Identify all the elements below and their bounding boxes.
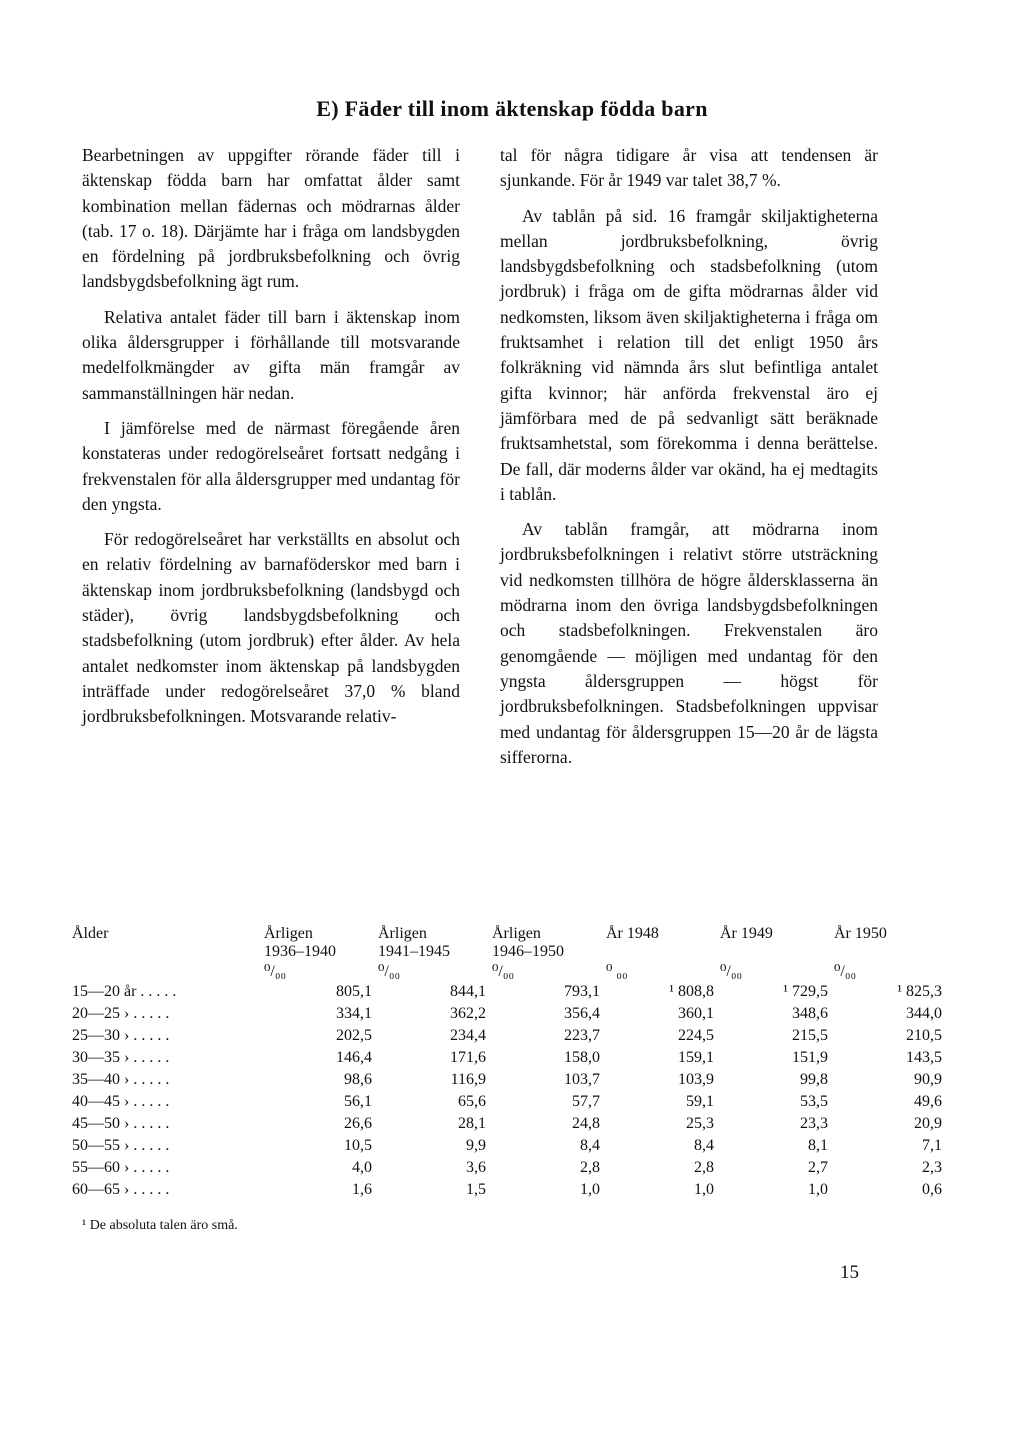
section-heading: E) Fäder till inom äktenskap födda barn	[316, 96, 708, 121]
age-frequency-table	[72, 925, 948, 1203]
column-header: Årligen 1946–1950	[492, 925, 564, 960]
age-group-cell: 40—45 › . . . . .	[72, 1093, 170, 1110]
value-cell: 3,6	[466, 1159, 486, 1176]
value-cell: 8,4	[580, 1137, 600, 1154]
value-cell: 8,1	[808, 1137, 828, 1154]
value-cell: 4,0	[352, 1159, 372, 1176]
right-column	[500, 143, 878, 780]
value-cell: 90,9	[914, 1071, 942, 1088]
value-cell: 1,0	[694, 1181, 714, 1198]
value-cell: 360,1	[678, 1005, 714, 1022]
value-cell: ¹ 825,3	[897, 983, 942, 1000]
table-row	[72, 983, 948, 1005]
value-cell: 26,6	[344, 1115, 372, 1132]
value-cell: 146,4	[336, 1049, 372, 1066]
value-cell: 103,7	[564, 1071, 600, 1088]
age-group-cell: 55—60 › . . . . .	[72, 1159, 170, 1176]
value-cell: 210,5	[906, 1027, 942, 1044]
table-row	[72, 1005, 948, 1027]
value-cell: 143,5	[906, 1049, 942, 1066]
value-cell: 116,9	[450, 1071, 486, 1088]
paragraph: För redogörelseåret har verkställts en absolut och en relativ fördelning av barnaföderskor med barn i äktenskap inom jordbruksbefolkning (landsbygd och städer), övrig landsbygdsbefolkning och stadsbefolkning (utom jordbruk) efter ålder. Av hela antalet nedkomster inom äktenskap på landsbygden inträffade under redogörelseåret 37,0 % bland jordbruksbefolkningen. Motsvarande relativ-	[82, 529, 460, 727]
age-group-cell: 45—50 › . . . . .	[72, 1115, 170, 1132]
value-cell: 98,6	[344, 1071, 372, 1088]
unit-cell: ⁰/₀₀	[264, 963, 287, 980]
value-cell: 151,9	[792, 1049, 828, 1066]
column-header: Årligen 1936–1940	[264, 925, 336, 960]
column-header: Årligen 1941–1945	[378, 925, 450, 960]
value-cell: 56,1	[344, 1093, 372, 1110]
value-cell: 362,2	[450, 1005, 486, 1022]
value-cell: 215,5	[792, 1027, 828, 1044]
value-cell: 223,7	[564, 1027, 600, 1044]
paragraph: Relativa antalet fäder till barn i äktenskap inom olika åldersgrupper i förhållande till motsvarande medelfolkmängder av gifta män framgår av sammanställningen här nedan.	[82, 306, 460, 403]
value-cell: 1,0	[580, 1181, 600, 1198]
value-cell: 348,6	[792, 1005, 828, 1022]
value-cell: 25,3	[686, 1115, 714, 1132]
table-row	[72, 1093, 948, 1115]
value-cell: 65,6	[458, 1093, 486, 1110]
value-cell: 23,3	[800, 1115, 828, 1132]
column-header: År 1950	[834, 925, 887, 942]
unit-cell	[72, 961, 264, 983]
value-cell: 159,1	[678, 1049, 714, 1066]
paragraph: Av tablån framgår, att mödrarna inom jordbruksbefolkningen i relativt större utsträckning vid nedkomsten tillhöra de högre åldersklasserna än mödrarna inom den övriga landsbygdsbefolkningen och stadsbefolkningen. Frekvenstalen äro genomgående — möjligen med undantag för den yngsta åldersgruppen — högst för jordbruksbefolkningen. Stadsbefolkningen uppvisar med undantag för åldersgruppen 15—20 år de lägsta sifferorna.	[500, 519, 878, 767]
table-row	[72, 1027, 948, 1049]
column-header: År 1949	[720, 925, 773, 942]
paragraph: tal för några tidigare år visa att tendensen är sjunkande. För år 1949 var talet 38,7 %.	[500, 145, 878, 191]
unit-cell: ⁰/₀₀	[720, 963, 743, 980]
table-row	[72, 1049, 948, 1071]
column-header: Ålder	[72, 925, 109, 942]
page-number: 15	[840, 1262, 859, 1283]
value-cell: 1,0	[808, 1181, 828, 1198]
unit-row	[72, 961, 948, 983]
table-row	[72, 1159, 948, 1181]
value-cell: 59,1	[686, 1093, 714, 1110]
value-cell: 202,5	[336, 1027, 372, 1044]
value-cell: 1,6	[352, 1181, 372, 1198]
age-group-cell: 50—55 › . . . . .	[72, 1137, 170, 1154]
paragraph: Bearbetningen av uppgifter rörande fäder till i äktenskap födda barn har omfattat ålder samt kombination mellan fädernas och mödrarnas ålder (tab. 17 o. 18). Därjämte har i fråga om landsbygden en fördelning på jordbruksbefolkning och övrig landsbygdsbefolkning ägt rum.	[82, 145, 460, 292]
table-row	[72, 1071, 948, 1093]
value-cell: 10,5	[344, 1137, 372, 1154]
table-row	[72, 1115, 948, 1137]
value-cell: 2,3	[922, 1159, 942, 1176]
value-cell: 224,5	[678, 1027, 714, 1044]
value-cell: 334,1	[336, 1005, 372, 1022]
unit-cell: ⁰/₀₀	[492, 963, 515, 980]
age-group-cell: 20—25 › . . . . .	[72, 1005, 170, 1022]
age-group-cell: 35—40 › . . . . .	[72, 1071, 170, 1088]
value-cell: 1,5	[466, 1181, 486, 1198]
value-cell: 0,6	[922, 1181, 942, 1198]
value-cell: 28,1	[458, 1115, 486, 1132]
value-cell: 344,0	[906, 1005, 942, 1022]
value-cell: 24,8	[572, 1115, 600, 1132]
table-header-row	[72, 925, 948, 961]
age-group-cell: 30—35 › . . . . .	[72, 1049, 170, 1066]
footnote: ¹ De absoluta talen äro små.	[82, 1218, 238, 1233]
value-cell: 20,9	[914, 1115, 942, 1132]
table-row	[72, 1181, 948, 1203]
age-group-cell: 60—65 › . . . . .	[72, 1181, 170, 1198]
value-cell: 49,6	[914, 1093, 942, 1110]
value-cell: ¹ 808,8	[669, 983, 714, 1000]
value-cell: 53,5	[800, 1093, 828, 1110]
age-group-cell: 25—30 › . . . . .	[72, 1027, 170, 1044]
paragraph: I jämförelse med de närmast föregående åren konstateras under redogörelseåret fortsatt nedgång i frekvenstalen för alla åldersgrupper med undantag för den yngsta.	[82, 417, 460, 514]
value-cell: 2,7	[808, 1159, 828, 1176]
value-cell: 57,7	[572, 1093, 600, 1110]
value-cell: 7,1	[922, 1137, 942, 1154]
unit-cell: ⁰/₀₀	[834, 963, 857, 980]
left-column	[82, 143, 460, 740]
value-cell: ¹ 729,5	[783, 983, 828, 1000]
value-cell: 171,6	[450, 1049, 486, 1066]
value-cell: 805,1	[336, 983, 372, 1000]
value-cell: 158,0	[564, 1049, 600, 1066]
value-cell: 103,9	[678, 1071, 714, 1088]
column-header: År 1948	[606, 925, 659, 942]
unit-cell: ⁰/₀₀	[378, 963, 401, 980]
value-cell: 356,4	[564, 1005, 600, 1022]
value-cell: 9,9	[466, 1137, 486, 1154]
table-row	[72, 1137, 948, 1159]
value-cell: 234,4	[450, 1027, 486, 1044]
value-cell: 844,1	[450, 983, 486, 1000]
age-group-cell: 15—20 år . . . . .	[72, 983, 177, 1000]
value-cell: 793,1	[564, 983, 600, 1000]
value-cell: 99,8	[800, 1071, 828, 1088]
value-cell: 2,8	[580, 1159, 600, 1176]
value-cell: 8,4	[694, 1137, 714, 1154]
paragraph: Av tablån på sid. 16 framgår skiljaktigheterna mellan jordbruksbefolkning, övrig landsbygdsbefolkning och stadsbefolkning (utom jordbruk) i fråga om de gifta mödrarnas ålder vid nedkomsten, liksom även skiljaktigheterna i fråga om fruktsamhet i relation till det enligt 1950 års folkräkning vid nämnda års slut befintliga antalet gifta kvinnor; här anförda frekvenstal äro ej jämförbara med de på sedvanligt sätt beräknade fruktsamhetstal, som förekomma i denna berättelse. De fall, där moderns ålder var okänd, ha ej medtagits i tablån.	[500, 205, 878, 504]
unit-cell: ⁰ ₀₀	[606, 963, 628, 980]
value-cell: 2,8	[694, 1159, 714, 1176]
